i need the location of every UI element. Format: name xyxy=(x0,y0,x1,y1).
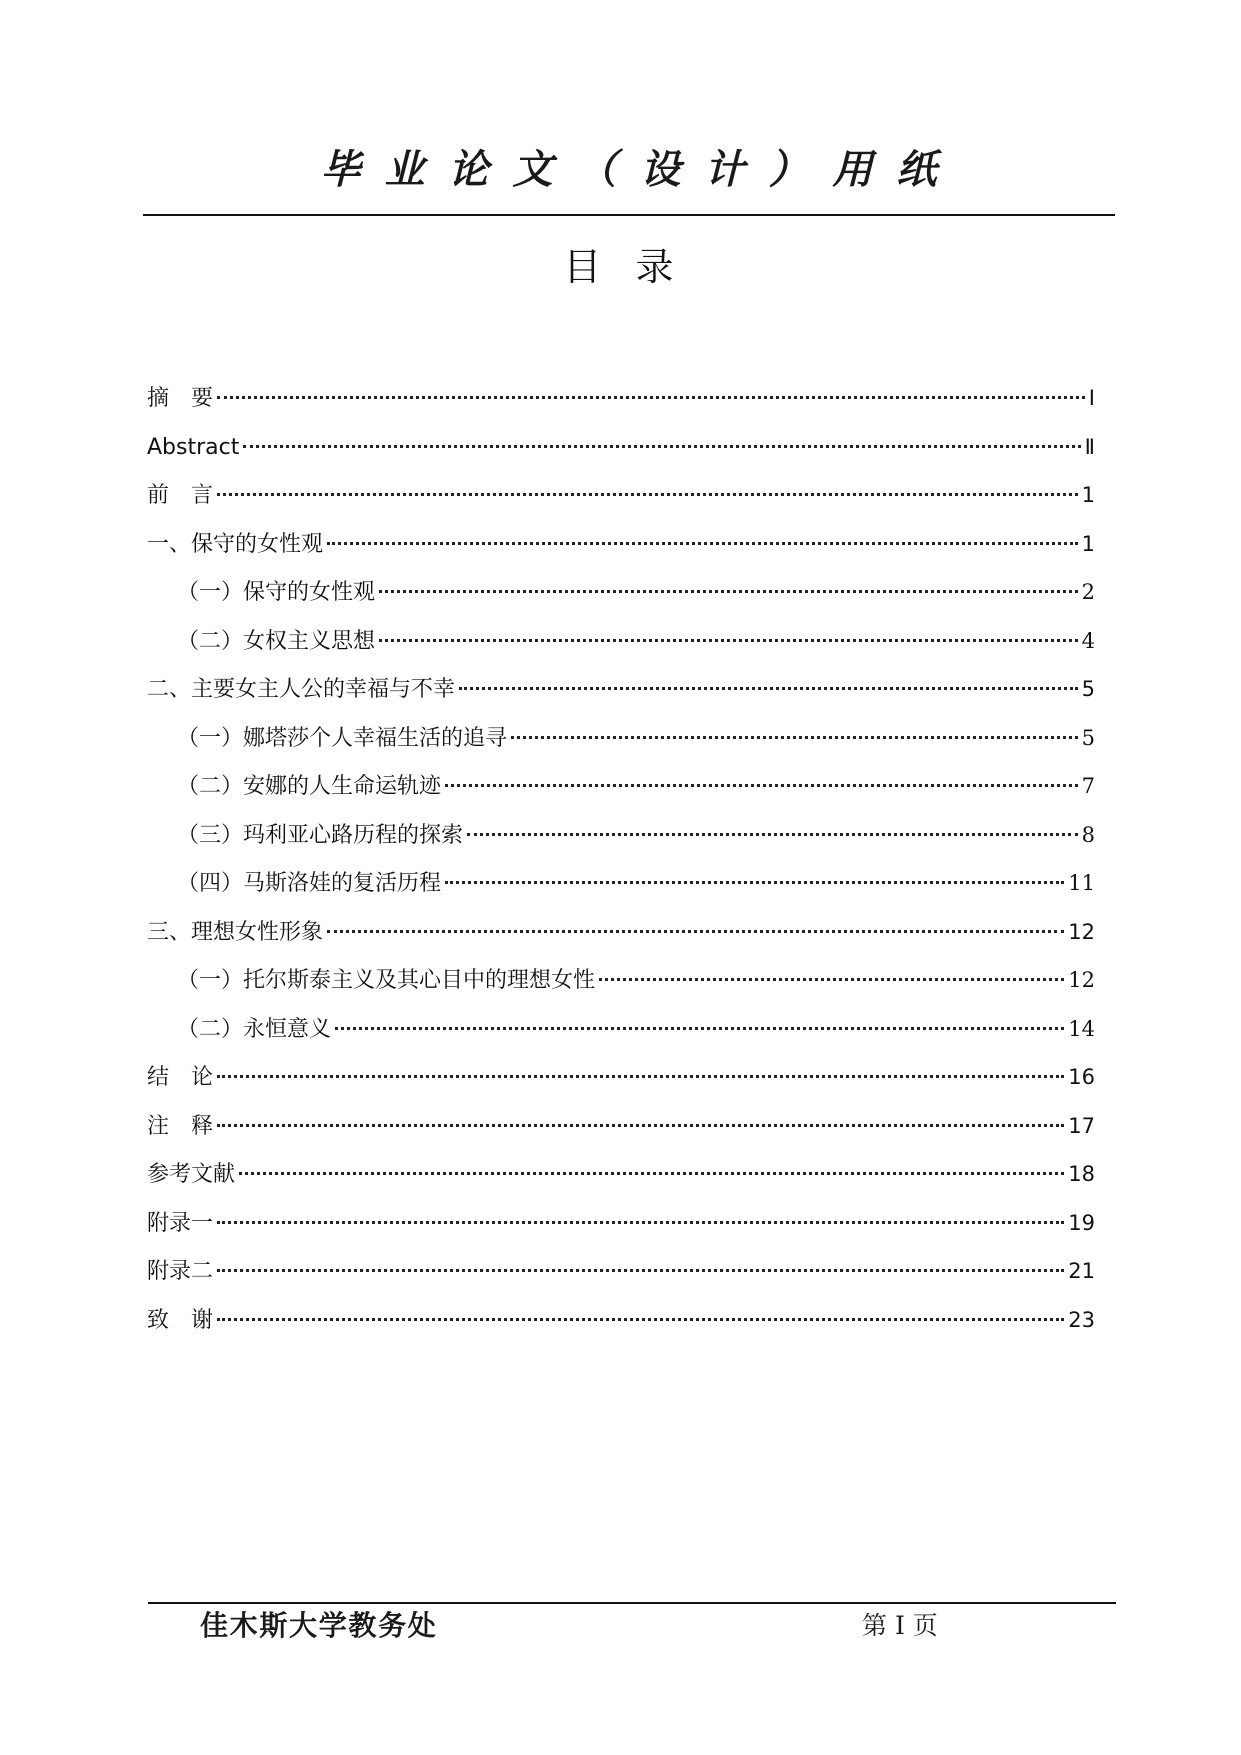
toc-entry-page: 12 xyxy=(1068,919,1095,944)
toc-entry[interactable] xyxy=(147,1296,1095,1345)
toc-dot-leader xyxy=(511,736,1078,739)
toc-entry-page: 18 xyxy=(1068,1162,1095,1186)
toc-dot-leader xyxy=(217,1318,1064,1321)
toc-dot-leader xyxy=(327,542,1078,545)
toc-entry-page: 8 xyxy=(1081,822,1095,847)
toc-entry[interactable] xyxy=(147,471,1095,520)
toc-dot-leader xyxy=(335,1027,1064,1030)
toc-dot-leader xyxy=(217,493,1078,496)
toc-entry-page: 19 xyxy=(1068,1210,1095,1235)
toc-entry[interactable] xyxy=(147,1005,1095,1054)
toc-entry-label: 摘 要 xyxy=(147,386,214,411)
toc-entry-page: 17 xyxy=(1068,1113,1095,1138)
toc-entry[interactable] xyxy=(147,811,1095,860)
toc-dot-leader xyxy=(459,687,1078,690)
toc-entry[interactable] xyxy=(147,374,1095,423)
toc-dot-leader xyxy=(217,1124,1064,1127)
toc-dot-leader xyxy=(467,833,1078,836)
toc-entry-label: 前 言 xyxy=(147,483,214,508)
toc-entry-label: （一）娜塔莎个人幸福生活的追寻 xyxy=(177,725,508,751)
page-header-title: 毕业论文（设计）用纸 xyxy=(320,146,961,193)
toc-entry-label: （二）安娜的人生命运轨迹 xyxy=(177,774,442,799)
toc-entry-label: （一）保守的女性观 xyxy=(177,580,376,605)
toc-dot-leader xyxy=(599,978,1064,981)
toc-entry-label: （三）玛利亚心路历程的探索 xyxy=(177,822,464,848)
toc-entry[interactable] xyxy=(147,520,1095,569)
toc-dot-leader xyxy=(217,396,1085,399)
toc-title: 目录 xyxy=(563,245,708,289)
toc-dot-leader xyxy=(217,1221,1064,1224)
toc-entry-label: 一、保守的女性观 xyxy=(147,531,324,557)
toc-entry-label: 参考文献 xyxy=(147,1162,236,1187)
toc-entry[interactable] xyxy=(147,617,1095,666)
toc-entry[interactable] xyxy=(147,908,1095,957)
toc-dot-leader xyxy=(379,639,1078,642)
toc-entry-page: 14 xyxy=(1068,1016,1095,1041)
toc-entry-label: 结 论 xyxy=(147,1065,214,1090)
toc-entry-label: （二）女权主义思想 xyxy=(177,628,376,654)
toc-dot-leader xyxy=(217,1269,1064,1272)
footer-page-number: 第 I 页 xyxy=(862,1611,938,1640)
toc-entry-page: 1 xyxy=(1081,483,1095,507)
toc-entry-page: 5 xyxy=(1081,725,1095,750)
toc-entry[interactable] xyxy=(147,665,1095,714)
toc-entry[interactable] xyxy=(147,714,1095,763)
toc-entry-page: Ⅰ xyxy=(1088,386,1095,410)
toc-entry-label: （四）马斯洛娃的复活历程 xyxy=(177,871,442,896)
toc-entry[interactable] xyxy=(147,1199,1095,1248)
toc-entry-page: 11 xyxy=(1068,871,1095,895)
toc-entry-page: 12 xyxy=(1068,968,1095,992)
toc-entry-label: 二、主要女主人公的幸福与不幸 xyxy=(147,677,456,702)
toc-entry[interactable] xyxy=(147,568,1095,617)
toc-entry-label: 注 释 xyxy=(147,1113,214,1139)
toc-dot-leader xyxy=(217,1075,1064,1078)
toc-entry-page: Ⅱ xyxy=(1084,434,1095,459)
table-of-contents xyxy=(147,374,1095,1344)
toc-entry-label: Abstract xyxy=(147,434,240,460)
toc-entry-page: 16 xyxy=(1068,1065,1095,1089)
toc-dot-leader xyxy=(243,445,1080,448)
toc-entry-page: 5 xyxy=(1081,677,1095,701)
toc-entry[interactable] xyxy=(147,859,1095,908)
toc-entry-label: （二）永恒意义 xyxy=(177,1016,332,1042)
toc-dot-leader xyxy=(327,930,1064,933)
footer-office-name: 佳木斯大学教务处 xyxy=(200,1609,438,1642)
toc-entry[interactable] xyxy=(147,423,1095,472)
toc-entry-label: 附录一 xyxy=(147,1210,214,1236)
toc-dot-leader xyxy=(445,881,1064,884)
toc-entry-page: 7 xyxy=(1081,774,1095,798)
toc-entry-page: 23 xyxy=(1068,1307,1095,1332)
toc-entry-label: 附录二 xyxy=(147,1259,214,1284)
toc-entry-page: 2 xyxy=(1081,580,1095,604)
toc-entry[interactable] xyxy=(147,1247,1095,1296)
toc-entry[interactable] xyxy=(147,956,1095,1005)
header-rule xyxy=(143,214,1115,216)
toc-entry-page: 1 xyxy=(1081,531,1095,556)
toc-entry[interactable] xyxy=(147,1150,1095,1199)
toc-entry-label: （一）托尔斯泰主义及其心目中的理想女性 xyxy=(177,968,596,993)
toc-entry[interactable] xyxy=(147,762,1095,811)
toc-entry-page: 4 xyxy=(1081,628,1095,653)
toc-entry-page: 21 xyxy=(1068,1259,1095,1283)
toc-entry-label: 三、理想女性形象 xyxy=(147,919,324,945)
toc-dot-leader xyxy=(239,1172,1064,1175)
toc-entry[interactable] xyxy=(147,1102,1095,1151)
toc-entry[interactable] xyxy=(147,1053,1095,1102)
toc-dot-leader xyxy=(379,590,1078,593)
toc-dot-leader xyxy=(445,784,1078,787)
toc-entry-label: 致 谢 xyxy=(147,1307,214,1333)
